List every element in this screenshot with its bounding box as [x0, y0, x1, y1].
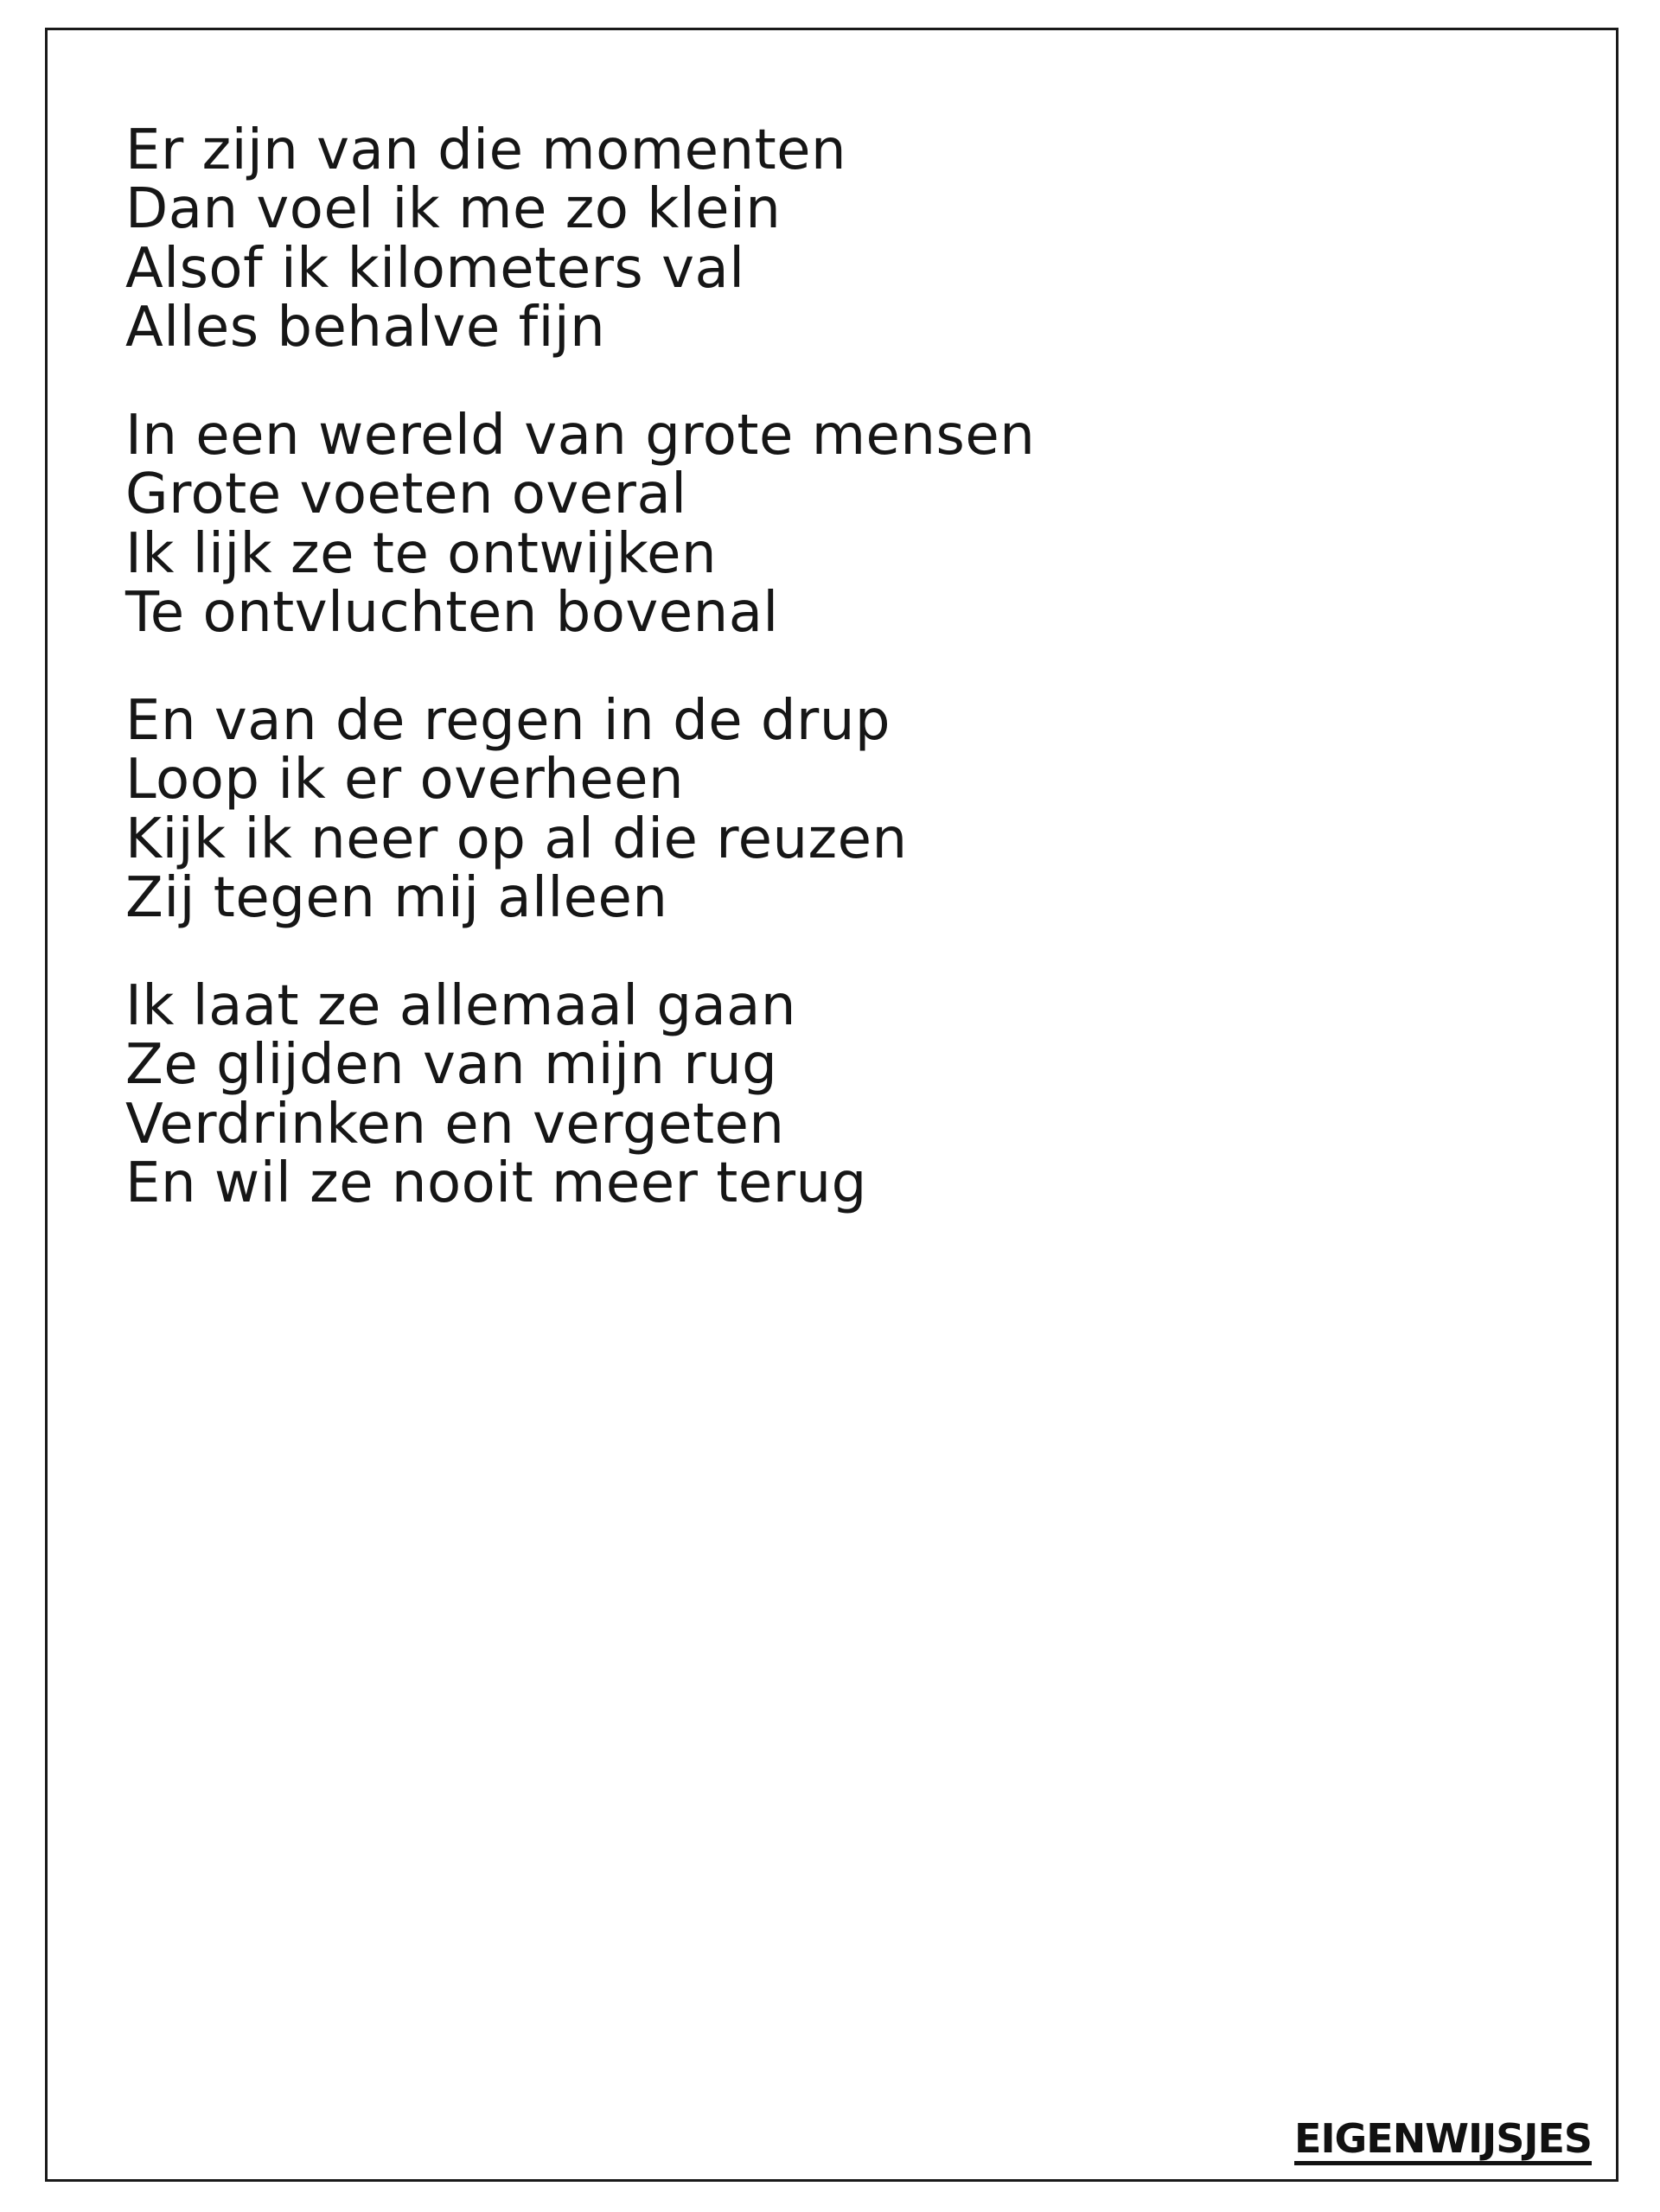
stanza — [125, 973, 1564, 1216]
poem-line: En van de regen in de drup — [125, 688, 891, 753]
poem-line: Ze glijden van mijn rug — [125, 1033, 778, 1098]
stanza — [125, 688, 1564, 931]
poem-line: Loop ik er overheen — [125, 748, 684, 813]
poem-line: Dan voel ik me zo klein — [125, 177, 782, 242]
poem-line: Grote voeten overal — [125, 462, 687, 527]
stanza — [125, 403, 1564, 646]
poem-line: Er zijn van die momenten — [125, 118, 847, 182]
poem-line: Zij tegen mij alleen — [125, 866, 668, 931]
poem-line: Te ontvluchten bovenal — [125, 581, 779, 646]
poem-body — [125, 118, 1564, 1216]
stanza — [125, 118, 1564, 360]
poem-line: Alsof ik kilometers val — [125, 236, 745, 301]
brand-logo-text: EIGENWIJSJES — [1294, 2118, 1592, 2165]
brand-logo — [1159, 2114, 1592, 2165]
poem-line: Verdrinken en vergeten — [125, 1092, 785, 1157]
poem-line: Ik lijk ze te ontwijken — [125, 521, 718, 586]
poem-line: Ik laat ze allemaal gaan — [125, 973, 796, 1038]
poem-line: In een wereld van grote mensen — [125, 403, 1036, 468]
poem-line: Kijk ik neer op al die reuzen — [125, 806, 908, 871]
poem-line: En wil ze nooit meer terug — [125, 1151, 867, 1216]
document-page — [45, 28, 1618, 2182]
poem-line: Alles behalve fijn — [125, 296, 606, 360]
